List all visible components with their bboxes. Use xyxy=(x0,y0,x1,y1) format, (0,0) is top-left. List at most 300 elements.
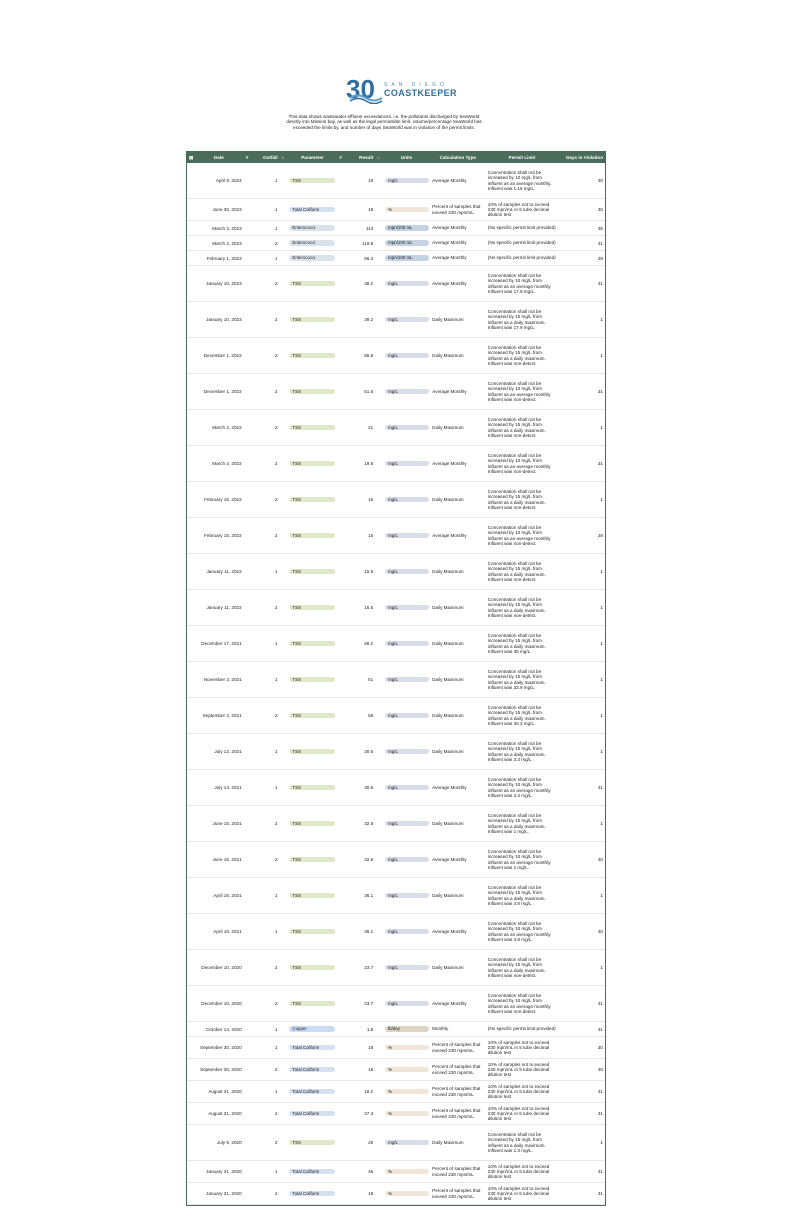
table-row[interactable] xyxy=(187,1125,605,1161)
cell-date: January 11, 2022 xyxy=(206,605,242,610)
table-row[interactable] xyxy=(187,1081,605,1103)
cell-parameter xyxy=(287,677,337,683)
logo-numeral: 30 xyxy=(346,74,375,104)
units-tag: mg/L xyxy=(385,569,429,575)
cell-date: October 14, 2020 xyxy=(206,1026,242,1032)
table-row[interactable] xyxy=(187,698,605,734)
table-row[interactable] xyxy=(187,236,605,251)
table-row[interactable] xyxy=(187,1183,605,1205)
cell-result: 51 xyxy=(368,677,374,682)
table-row[interactable] xyxy=(187,199,605,221)
cell-units xyxy=(383,1026,430,1032)
units-tag: mg/L xyxy=(385,389,429,395)
cell-units xyxy=(383,1045,430,1051)
cell-permit-limit: Concentration shall not be increased by 15 mg/L from influent as a daily maximum. Influent was 33.9 mg/L. xyxy=(487,668,546,690)
cell-outfall: 1 xyxy=(274,893,278,898)
cell-units xyxy=(383,389,430,395)
cell-outfall: 1 xyxy=(274,1045,278,1050)
cell-days-in-violation: 30 xyxy=(597,1067,603,1072)
table-row[interactable] xyxy=(187,374,605,410)
cell-permit-limit: Concentration shall not be increased by 10 mg/L from influent as an average monthly. Influent was 1 mg/L. xyxy=(487,848,552,870)
table-row[interactable] xyxy=(187,338,605,374)
cell-parameter xyxy=(287,1169,337,1175)
units-tag: % xyxy=(385,207,429,213)
cell-units xyxy=(383,1191,430,1197)
cell-permit-limit: 10% of samples not to exceed 230 mpn/mL in 5 tube decimal dilution test xyxy=(487,1185,550,1202)
parameter-tag: Enterococci xyxy=(289,255,335,261)
cell-result: 1.8 xyxy=(366,1026,374,1032)
table-row[interactable] xyxy=(187,518,605,554)
units-tag: mg/L xyxy=(385,317,429,323)
parameter-tag: Enterococci xyxy=(289,225,335,231)
cell-parameter xyxy=(287,461,337,467)
cell-days-in-violation: 30 xyxy=(597,1045,603,1050)
cell-days-in-violation: 31 xyxy=(597,1026,603,1032)
cell-permit-limit: 10% of samples not to exceed 230 mpn/mL in 5 tube decimal dilution test xyxy=(487,201,550,218)
cell-units xyxy=(383,749,430,755)
units-tag: mg/L xyxy=(385,281,429,287)
parameter-tag: TSS xyxy=(289,821,335,827)
cell-parameter xyxy=(287,1111,337,1117)
parameter-tag: Enterococci xyxy=(289,240,335,246)
cell-date: December 1, 2022 xyxy=(203,389,242,394)
cell-days-in-violation: 1 xyxy=(600,713,603,718)
cell-calculation-type: Average Monthly xyxy=(432,460,467,466)
table-row[interactable] xyxy=(187,770,605,806)
cell-date: December 1, 2022 xyxy=(203,353,242,358)
cell-calculation-type: Daily Maximum xyxy=(432,1139,464,1145)
cell-calculation-type: Average Monthly xyxy=(432,225,467,231)
parameter-tag: TSS xyxy=(289,641,335,647)
parameter-tag: Total Coliform xyxy=(289,1191,335,1197)
cell-result: 23.7 xyxy=(364,965,374,970)
cell-permit-limit: Concentration shall not be increased by 10 mg/L from influent as an average monthly. Influent was 1.16 mg/L. xyxy=(487,169,552,191)
cell-calculation-type: Average Monthly xyxy=(432,240,467,246)
cell-permit-limit: Concentration shall not be increased by 15 mg/L from influent as a daily maximum. Influent was 1 mg/L. xyxy=(487,812,546,834)
cell-outfall: 1 xyxy=(274,255,278,261)
cell-outfall: 1 xyxy=(274,1089,278,1094)
parameter-tag: TSS xyxy=(289,1140,335,1146)
cell-parameter xyxy=(287,240,337,246)
parameter-tag: TSS xyxy=(289,281,335,287)
cell-days-in-violation: 30 xyxy=(597,178,603,183)
table-row[interactable] xyxy=(187,806,605,842)
cell-parameter xyxy=(287,785,337,791)
cell-result: 18.2 xyxy=(364,1089,374,1094)
cell-outfall: 2 xyxy=(274,1111,278,1116)
cell-parameter xyxy=(287,821,337,827)
units-tag: % xyxy=(385,1191,429,1197)
cell-outfall: 1 xyxy=(274,1026,278,1032)
units-tag: mg/L xyxy=(385,461,429,467)
cell-parameter xyxy=(287,857,337,863)
units-tag: mg/L xyxy=(385,785,429,791)
parameter-tag: Total Coliform xyxy=(289,1045,335,1051)
cell-permit-limit: Concentration shall not be increased by 10 mg/L from influent as an average monthly. Influent was non-detect. xyxy=(487,524,552,546)
cell-outfall: 1 xyxy=(274,178,278,183)
cell-units xyxy=(383,929,430,935)
cell-result: 18 xyxy=(368,1067,374,1072)
cell-result: 15 xyxy=(368,533,374,538)
cell-permit-limit: Concentration shall not be increased by 10 mg/L from influent as an average monthly. Influent was non-detect. xyxy=(487,380,552,402)
cell-date: December 10, 2020 xyxy=(201,965,242,970)
cell-calculation-type: Daily Maximum xyxy=(432,604,464,610)
parameter-tag: TSS xyxy=(289,389,335,395)
cell-date: January 10, 2023 xyxy=(206,281,242,286)
cell-parameter xyxy=(287,1001,337,1007)
table-row[interactable] xyxy=(187,878,605,914)
col-permit-limit[interactable]: Permit Limit xyxy=(508,155,536,160)
cell-parameter xyxy=(287,389,337,395)
dropdown-circle-icon: ○ xyxy=(281,155,285,160)
cell-calculation-type: Daily Maximum xyxy=(432,748,464,754)
cell-parameter xyxy=(287,893,337,899)
cell-outfall: 2 xyxy=(274,857,278,862)
cell-calculation-type: Average Monthly xyxy=(432,177,467,183)
cell-calculation-type: Daily Maximum xyxy=(432,496,464,502)
cell-units xyxy=(383,425,430,431)
cell-permit-limit: 10% of samples not to exceed 230 mpn/mL in 5 tube decimal dilution test xyxy=(487,1039,550,1056)
cell-date: September 30, 2020 xyxy=(200,1067,242,1072)
cell-outfall: 2 xyxy=(274,389,278,394)
cell-permit-limit: Concentration shall not be increased by 15 mg/L from influent as a daily maximum. Influent was non-detect. xyxy=(487,416,546,438)
cell-units xyxy=(383,178,430,184)
col-hash-icon: # xyxy=(245,155,249,160)
table-row[interactable] xyxy=(187,842,605,878)
cell-permit-limit: 10% of samples not to exceed 230 mpn/mL in 5 tube decimal dilution test xyxy=(487,1163,550,1180)
cell-result: 15 xyxy=(368,497,374,502)
cell-parameter xyxy=(287,929,337,935)
parameter-tag: TSS xyxy=(289,749,335,755)
units-tag: mg/L xyxy=(385,533,429,539)
cell-permit-limit: 10% of samples not to exceed 230 mpn/mL in 5 tube decimal dilution test xyxy=(487,1083,550,1100)
cell-calculation-type: Average Monthly xyxy=(432,856,467,862)
parameter-tag: Total Coliform xyxy=(289,1067,335,1073)
cell-result: 113 xyxy=(365,225,374,231)
cell-days-in-violation: 31 xyxy=(597,1169,603,1174)
cell-days-in-violation: 31 xyxy=(597,1001,603,1006)
cell-days-in-violation: 1 xyxy=(600,749,603,754)
cell-permit-limit: Concentration shall not be increased by 15 mg/L from influent as a daily maximum. Influent was 40.3 mg/L. xyxy=(487,704,546,726)
cell-permit-limit: (No specific permit limit provided) xyxy=(487,240,556,246)
cell-parameter xyxy=(287,1026,337,1032)
cell-calculation-type: Daily Maximum xyxy=(432,424,464,430)
cell-units xyxy=(383,207,430,213)
parameter-tag: TSS xyxy=(289,893,335,899)
cell-calculation-type: Percent of samples that exceed 230 mpn/mL xyxy=(432,1188,481,1199)
cell-result: 27.3 xyxy=(364,1111,374,1116)
cell-days-in-violation: 28 xyxy=(597,533,603,538)
units-tag: mg/L xyxy=(385,497,429,503)
table-row[interactable] xyxy=(187,163,605,199)
parameter-tag: TSS xyxy=(289,605,335,611)
cell-days-in-violation: 30 xyxy=(597,929,603,934)
table-row[interactable] xyxy=(187,221,605,236)
cell-outfall: 1 xyxy=(274,677,278,682)
cell-result: 51.5 xyxy=(364,389,374,394)
col-date[interactable]: Date xyxy=(213,155,224,160)
cell-permit-limit: Concentration shall not be increased by 15 mg/L from influent as a daily maximum. Influent was 17.9 mg/L. xyxy=(487,308,546,330)
cell-parameter xyxy=(287,641,337,647)
logo-text xyxy=(384,82,457,98)
units-tag: mg/L xyxy=(385,641,429,647)
cell-days-in-violation: 1 xyxy=(600,497,603,502)
parameter-tag: Copper xyxy=(289,1026,335,1032)
cell-units xyxy=(383,965,430,971)
cell-units xyxy=(383,281,430,287)
cell-parameter xyxy=(287,281,337,287)
cell-days-in-violation: 1 xyxy=(600,569,603,574)
table-row[interactable] xyxy=(187,590,605,626)
cell-outfall: 2 xyxy=(274,317,278,322)
cell-days-in-violation: 1 xyxy=(600,353,603,358)
cell-calculation-type: Average Monthly xyxy=(432,280,467,286)
cell-permit-limit: Concentration shall not be increased by 10 mg/L from influent as an average monthly. Influent was 3.3 mg/L. xyxy=(487,776,552,798)
cell-days-in-violation: 30 xyxy=(597,857,603,862)
cell-calculation-type: Daily Maximum xyxy=(432,820,464,826)
cell-outfall: 2 xyxy=(274,1191,278,1196)
cell-days-in-violation: 1 xyxy=(600,821,603,826)
logo-top-text: SAN DIEGO xyxy=(384,82,448,88)
cell-calculation-type: Percent of samples that exceed 230 mpn/mL xyxy=(432,1042,481,1053)
cell-days-in-violation: 31 xyxy=(597,1089,603,1094)
parameter-tag: TSS xyxy=(289,785,335,791)
cell-parameter xyxy=(287,178,337,184)
col-hash-icon-2: # xyxy=(339,155,342,160)
cell-calculation-type: Daily Maximum xyxy=(432,676,464,682)
cell-permit-limit: Concentration shall not be increased by 10 mg/L from influent as an average monthly. Influent was 4.8 mg/L. xyxy=(487,920,552,942)
cell-calculation-type: Percent of samples that exceed 230 mpn/mL xyxy=(432,1086,481,1097)
table-row[interactable] xyxy=(187,446,605,482)
cell-permit-limit: Concentration shall not be increased by 10 mg/L from influent as an average monthly. Influent was 17.9 mg/L. xyxy=(487,272,552,294)
table-row[interactable] xyxy=(187,626,605,662)
cell-parameter xyxy=(287,569,337,575)
cell-date: June 30, 2023 xyxy=(212,207,242,212)
cell-days-in-violation: 31 xyxy=(597,1111,603,1116)
parameter-tag: Total Coliform xyxy=(289,207,335,213)
cell-date: June 15, 2021 xyxy=(212,857,242,862)
cell-calculation-type: Daily Maximum xyxy=(432,964,464,970)
cell-parameter xyxy=(287,533,337,539)
cell-result: 86.3 xyxy=(364,255,374,261)
cell-date: April 16, 2021 xyxy=(213,893,242,898)
cell-days-in-violation: 1 xyxy=(600,1140,603,1145)
cell-days-in-violation: 28 xyxy=(597,255,603,261)
cell-permit-limit: Concentration shall not be increased by 15 mg/L from influent as a daily maximum. Influent was 1.3 mg/L. xyxy=(487,1131,546,1153)
parameter-tag: TSS xyxy=(289,461,335,467)
cell-outfall: 1 xyxy=(274,1169,278,1174)
cell-parameter xyxy=(287,1089,337,1095)
cell-result: 32.6 xyxy=(364,857,374,862)
col-units[interactable]: Units xyxy=(400,155,413,160)
units-tag: mg/L xyxy=(385,425,429,431)
cell-date: November 3, 2021 xyxy=(203,677,242,682)
cell-result: 18 xyxy=(368,1191,374,1196)
cell-parameter xyxy=(287,207,337,213)
col-parameter[interactable]: Parameter xyxy=(301,155,324,160)
cell-permit-limit: 10% of samples not to exceed 230 mpn/mL in 5 tube decimal dilution test xyxy=(487,1061,550,1078)
cell-result: 26 xyxy=(368,1140,374,1145)
cell-permit-limit: Concentration shall not be increased by 15 mg/L from influent as a daily maximum. Influent was non-detect. xyxy=(487,560,546,582)
cell-units xyxy=(383,353,430,359)
cell-days-in-violation: 31 xyxy=(597,281,603,286)
cell-calculation-type: Daily Maximum xyxy=(432,316,464,322)
units-tag: lb/day xyxy=(385,1026,429,1032)
units-tag: mg/L xyxy=(385,929,429,935)
cell-permit-limit: Concentration shall not be increased by 15 mg/L from influent as a daily maximum. Influent was 4.8 mg/L. xyxy=(487,884,546,906)
cell-calculation-type: Average Monthly xyxy=(432,1000,467,1006)
dropdown-circle-icon-2: ○ xyxy=(377,155,380,160)
cell-date: February 15, 2022 xyxy=(204,533,242,538)
parameter-tag: TSS xyxy=(289,857,335,863)
parameter-tag: TSS xyxy=(289,965,335,971)
cell-units xyxy=(383,461,430,467)
cell-days-in-violation: 1 xyxy=(600,677,603,682)
table-row[interactable] xyxy=(187,302,605,338)
cell-days-in-violation: 1 xyxy=(600,893,603,898)
cell-date: March 2, 2022 xyxy=(212,425,242,430)
cell-calculation-type: Daily Maximum xyxy=(432,352,464,358)
table-row[interactable] xyxy=(187,482,605,518)
parameter-tag: TSS xyxy=(289,677,335,683)
table-row[interactable] xyxy=(187,662,605,698)
cell-permit-limit: (No specific permit limit provided) xyxy=(487,255,556,261)
cell-days-in-violation: 30 xyxy=(597,207,603,212)
parameter-tag: TSS xyxy=(289,497,335,503)
table-row[interactable] xyxy=(187,266,605,302)
table-row[interactable] xyxy=(187,1037,605,1059)
parameter-tag: TSS xyxy=(289,713,335,719)
col-calculation-type[interactable]: Calculation Type xyxy=(439,155,476,160)
cell-result: 45 xyxy=(368,1169,374,1174)
table-row[interactable] xyxy=(187,410,605,446)
cell-result: 39.2 xyxy=(364,317,374,322)
cell-permit-limit: Concentration shall not be increased by 15 mg/L from influent as a daily maximum. Influent was non-detect. xyxy=(487,596,546,618)
cell-days-in-violation: 1 xyxy=(600,641,603,646)
table-row[interactable] xyxy=(187,950,605,986)
table-row[interactable] xyxy=(187,554,605,590)
cell-date: April 9, 2024 xyxy=(215,178,242,183)
cell-outfall: 2 xyxy=(274,425,278,430)
cell-date: January 31, 2020 xyxy=(206,1169,242,1174)
parameter-tag: TSS xyxy=(289,317,335,323)
units-tag: mg/L xyxy=(385,1140,429,1146)
cell-result: 32.6 xyxy=(364,821,374,826)
cell-parameter xyxy=(287,353,337,359)
cell-date: August 31, 2020 xyxy=(208,1089,242,1094)
cell-result: 15.5 xyxy=(364,569,374,574)
cell-units xyxy=(383,255,430,261)
cell-date: December 10, 2020 xyxy=(201,1001,242,1006)
parameter-tag: TSS xyxy=(289,929,335,935)
cell-days-in-violation: 31 xyxy=(597,1191,603,1196)
units-tag: mg/L xyxy=(385,893,429,899)
cell-date: February 15, 2022 xyxy=(204,497,242,502)
units-tag: % xyxy=(385,1111,429,1117)
table-row[interactable] xyxy=(187,914,605,950)
units-tag: mg/L xyxy=(385,178,429,184)
cell-calculation-type: Daily Maximum xyxy=(432,640,464,646)
cell-permit-limit: 10% of samples not to exceed 230 mpn/mL in 5 tube decimal dilution test xyxy=(487,1105,550,1122)
cell-calculation-type: Percent of samples that exceed 230 mpn/mL xyxy=(432,1064,481,1075)
col-outfall[interactable]: Outfall xyxy=(263,155,278,160)
table-row[interactable] xyxy=(187,734,605,770)
cell-units xyxy=(383,317,430,323)
cell-date: September 2, 2021 xyxy=(202,713,242,718)
units-tag: mpn/100 mL xyxy=(385,255,429,261)
cell-units xyxy=(383,240,430,246)
cell-date: March 2, 2023 xyxy=(212,240,242,246)
col-days-in-violation[interactable]: Days in Violation xyxy=(566,155,604,160)
cell-outfall: 1 xyxy=(274,785,278,790)
table-row[interactable] xyxy=(187,1059,605,1081)
cell-result: 68.2 xyxy=(364,641,374,646)
cell-outfall: 2 xyxy=(274,461,278,466)
cell-outfall: 2 xyxy=(274,533,278,538)
cell-permit-limit: (No specific permit limit provided) xyxy=(487,225,556,231)
table-row[interactable] xyxy=(187,1022,605,1037)
cell-date: July 9, 2020 xyxy=(216,1140,242,1145)
cell-calculation-type: Daily Maximum xyxy=(432,568,464,574)
cell-result: 18 xyxy=(368,1045,374,1050)
cell-calculation-type: Average Monthly xyxy=(432,784,467,790)
cell-days-in-violation: 1 xyxy=(600,605,603,610)
cell-date: July 13, 2021 xyxy=(214,785,242,790)
cell-units xyxy=(383,893,430,899)
table-row[interactable] xyxy=(187,1103,605,1125)
cell-permit-limit: Concentration shall not be increased by 15 mg/L from influent as a daily maximum. Influent was non-detect. xyxy=(487,956,546,978)
cell-outfall: 1 xyxy=(274,207,278,212)
cell-parameter xyxy=(287,1140,337,1146)
cell-units xyxy=(383,1169,430,1175)
cell-days-in-violation: 31 xyxy=(597,461,603,466)
cell-calculation-type: Daily Maximum xyxy=(432,712,464,718)
units-tag: mg/L xyxy=(385,965,429,971)
cell-units xyxy=(383,497,430,503)
cell-result: 56 xyxy=(368,713,374,718)
cell-days-in-violation: 31 xyxy=(597,785,603,790)
parameter-tag: Total Coliform xyxy=(289,1111,335,1117)
cell-units xyxy=(383,605,430,611)
cell-result: 36.1 xyxy=(364,929,374,934)
cell-parameter xyxy=(287,749,337,755)
cell-result: 119.8 xyxy=(362,240,374,246)
cell-outfall: 2 xyxy=(274,281,278,286)
table-row[interactable] xyxy=(187,1161,605,1183)
cell-units xyxy=(383,641,430,647)
units-tag: mg/L xyxy=(385,857,429,863)
cell-units xyxy=(383,857,430,863)
col-result[interactable]: Result xyxy=(359,155,374,160)
table-row[interactable] xyxy=(187,986,605,1022)
cell-outfall: 2 xyxy=(274,821,278,826)
cell-date: January 31, 2020 xyxy=(206,1191,242,1196)
cell-outfall: 2 xyxy=(274,497,278,502)
cell-date: February 1, 2023 xyxy=(206,255,242,261)
cell-units xyxy=(383,1089,430,1095)
cell-result: 30.6 xyxy=(364,749,374,754)
units-tag: % xyxy=(385,1045,429,1051)
table-row[interactable] xyxy=(187,251,605,266)
units-tag: mg/L xyxy=(385,677,429,683)
cell-parameter xyxy=(287,497,337,503)
cell-date: December 17, 2021 xyxy=(201,641,242,646)
parameter-tag: Total Coliform xyxy=(289,1089,335,1095)
cell-parameter xyxy=(287,1067,337,1073)
cell-units xyxy=(383,533,430,539)
cell-outfall: 1 xyxy=(274,929,278,934)
cell-units xyxy=(383,225,430,231)
